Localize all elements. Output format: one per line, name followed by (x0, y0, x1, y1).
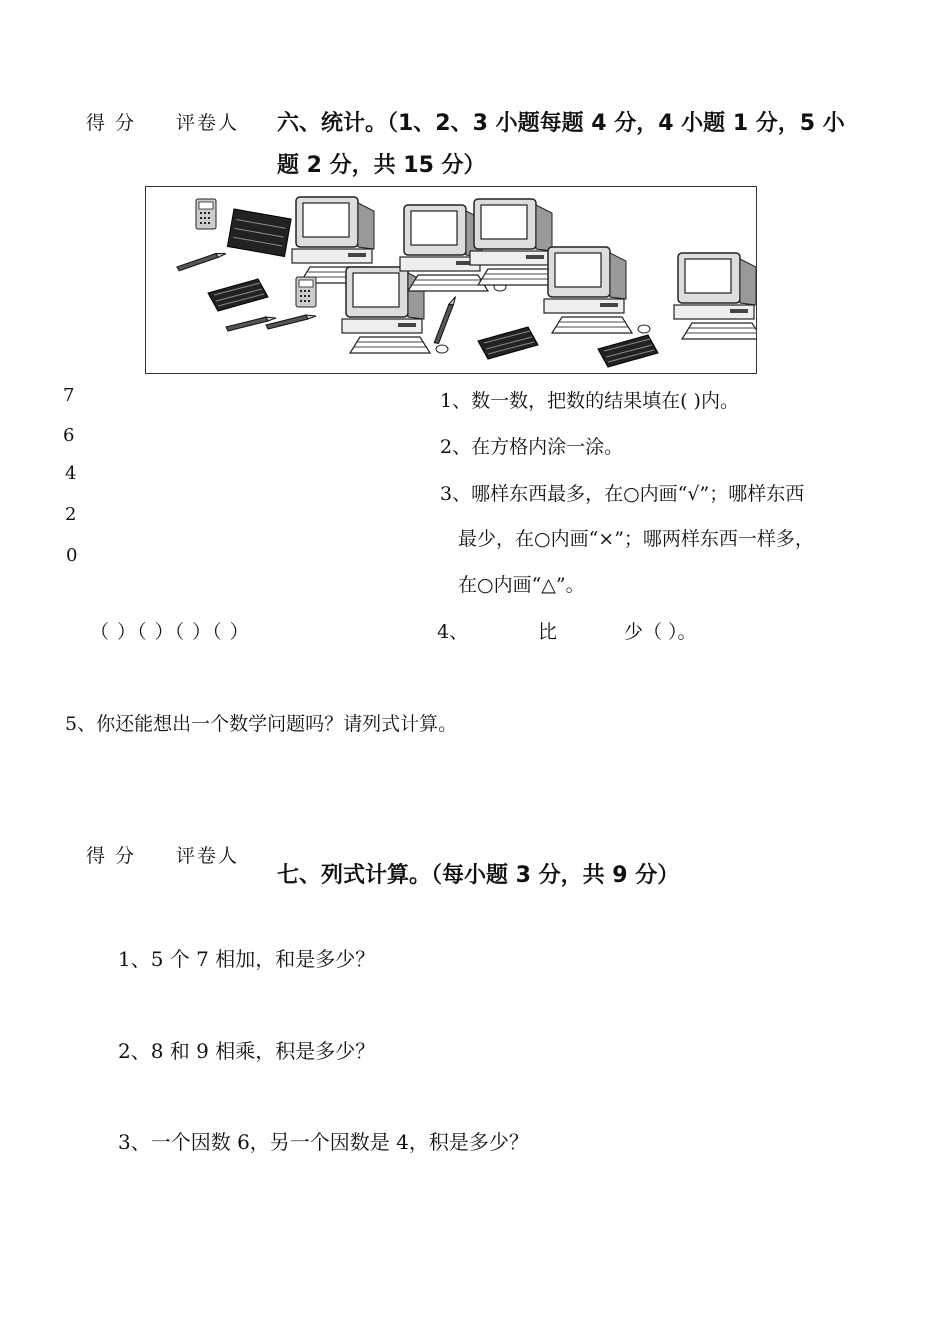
y-tick-6: 6 (63, 425, 75, 446)
question-6-4-shao: 少（ ）。 (624, 621, 697, 643)
answer-blanks: （ ）（ ）（ ）（ ） (90, 621, 250, 643)
section-7-title: 七、列式计算。（每小题 3 分，共 9 分） (277, 863, 680, 888)
question-7-3: 3、一个因数 6，另一个因数是 4，积是多少？ (118, 1130, 529, 1154)
office-items-illustration (145, 186, 757, 374)
y-tick-7: 7 (63, 385, 75, 406)
y-tick-2: 2 (65, 504, 77, 525)
question-6-3-line3: 在○内画“△”。 (458, 574, 585, 596)
question-6-3-line1: 3、哪样东西最多，在○内画“√”；哪样东西 (440, 483, 805, 505)
question-7-2: 2、8 和 9 相乘，积是多少？ (118, 1039, 376, 1063)
section-6-title-line2: 题 2 分，共 15 分） (277, 153, 486, 178)
question-6-2: 2、在方格内涂一涂。 (440, 436, 624, 458)
illustration-svg (146, 187, 756, 373)
grader-label-7: 评卷人 (176, 845, 240, 867)
question-6-4-bi: 比 (538, 621, 558, 643)
question-6-3-line2: 最少，在○内画“×”；哪两样东西一样多， (458, 528, 814, 550)
grader-label: 评卷人 (176, 112, 240, 134)
question-7-1: 1、5 个 7 相加，和是多少？ (118, 947, 376, 971)
section-6-title-line1: 六、统计。（1、2、3 小题每题 4 分，4 小题 1 分，5 小 (277, 111, 845, 136)
question-6-4-number: 4、 (437, 621, 469, 643)
y-tick-4: 4 (65, 463, 77, 484)
score-label-7: 得 分 (86, 845, 137, 867)
question-6-1: 1、数一数，把数的结果填在( )内。 (440, 390, 739, 412)
question-6-5: 5、你还能想出一个数学问题吗？请列式计算。 (65, 713, 458, 735)
score-label: 得 分 (86, 112, 137, 134)
y-tick-0: 0 (66, 545, 78, 566)
